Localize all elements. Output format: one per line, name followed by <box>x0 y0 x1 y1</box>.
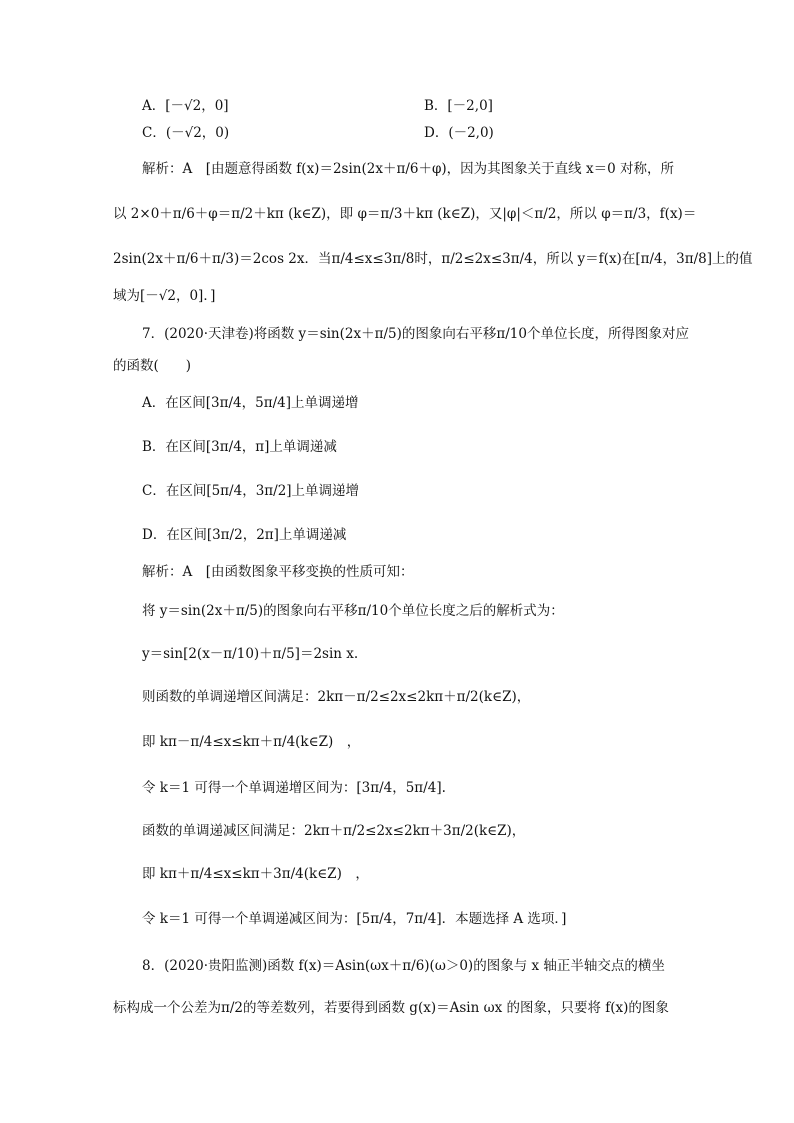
solution6-line2: 以 2×0＋π/6＋φ＝π/2＋kπ (k∈Z)，即 φ＝π/3＋kπ (k∈Z)，又|φ|＜π/2，所以 φ＝π/3，f(x)＝ <box>113 206 697 222</box>
solution6-line4: 域为[－√2，0]．] <box>113 288 216 304</box>
question7-option-b: B．在区间[3π/4，π]上单调递减 <box>142 439 337 455</box>
solution6-line3: 2sin(2x＋π/6＋π/3)＝2cos 2x．当π/4≤x≤3π/8时，π/2≤2x≤3π/4，所以 y＝f(x)在[π/4，3π/8]上的值 <box>113 251 753 267</box>
solution7-line5: 即 kπ－π/4≤x≤kπ＋π/4(k∈Z) ， <box>142 734 361 750</box>
solution7-line2: 将 y＝sin(2x＋π/5)的图象向右平移π/10个单位长度之后的解析式为： <box>142 603 564 619</box>
solution7-line6: 令 k＝1 可得一个单调递增区间为：[3π/4，5π/4]. <box>142 780 446 796</box>
solution6-line1: 解析：A [由题意得函数 f(x)＝2sin(2x＋π/6＋φ)，因为其图象关于直线 x＝0 对称，所 <box>142 161 674 177</box>
question8-line1: 8．(2020·贵阳监测)函数 f(x)＝Asin(ωx＋π/6)(ω＞0)的图象与 x 轴正半轴交点的横坐 <box>142 958 665 974</box>
question8-line2: 标构成一个公差为π/2的等差数列，若要得到函数 g(x)＝Asin ωx 的图象，只要将 f(x)的图象 <box>113 1000 669 1016</box>
option-b: B．[－2,0] <box>424 98 493 114</box>
question7-option-a: A．在区间[3π/4，5π/4]上单调递增 <box>142 395 359 411</box>
question7-option-c: C．在区间[5π/4，3π/2]上单调递增 <box>142 483 360 499</box>
option-d: D．(－2,0) <box>424 125 494 141</box>
solution7-line1: 解析：A [由函数图象平移变换的性质可知： <box>142 564 414 580</box>
solution7-line7: 函数的单调递减区间满足：2kπ＋π/2≤2x≤2kπ＋3π/2(k∈Z)， <box>142 823 526 839</box>
option-a: A．[－√2，0] <box>142 98 229 114</box>
question7-line2: 的函数( ) <box>113 358 192 374</box>
option-c: C．(－√2，0) <box>142 125 230 141</box>
solution7-line9: 令 k＝1 可得一个单调递减区间为：[5π/4，7π/4]．本题选择 A 选项．] <box>142 911 567 927</box>
solution7-line4: 则函数的单调递增区间满足：2kπ－π/2≤2x≤2kπ＋π/2(k∈Z)， <box>142 689 531 705</box>
question7-line1: 7．(2020·天津卷)将函数 y＝sin(2x＋π/5)的图象向右平移π/10个单位长度，所得图象对应 <box>142 326 689 342</box>
solution7-line8: 即 kπ＋π/4≤x≤kπ＋3π/4(k∈Z) ， <box>142 866 369 882</box>
question7-option-d: D．在区间[3π/2，2π]上单调递减 <box>142 527 347 543</box>
solution7-line3: y＝sin[2(x－π/10)＋π/5]＝2sin x. <box>142 646 359 662</box>
